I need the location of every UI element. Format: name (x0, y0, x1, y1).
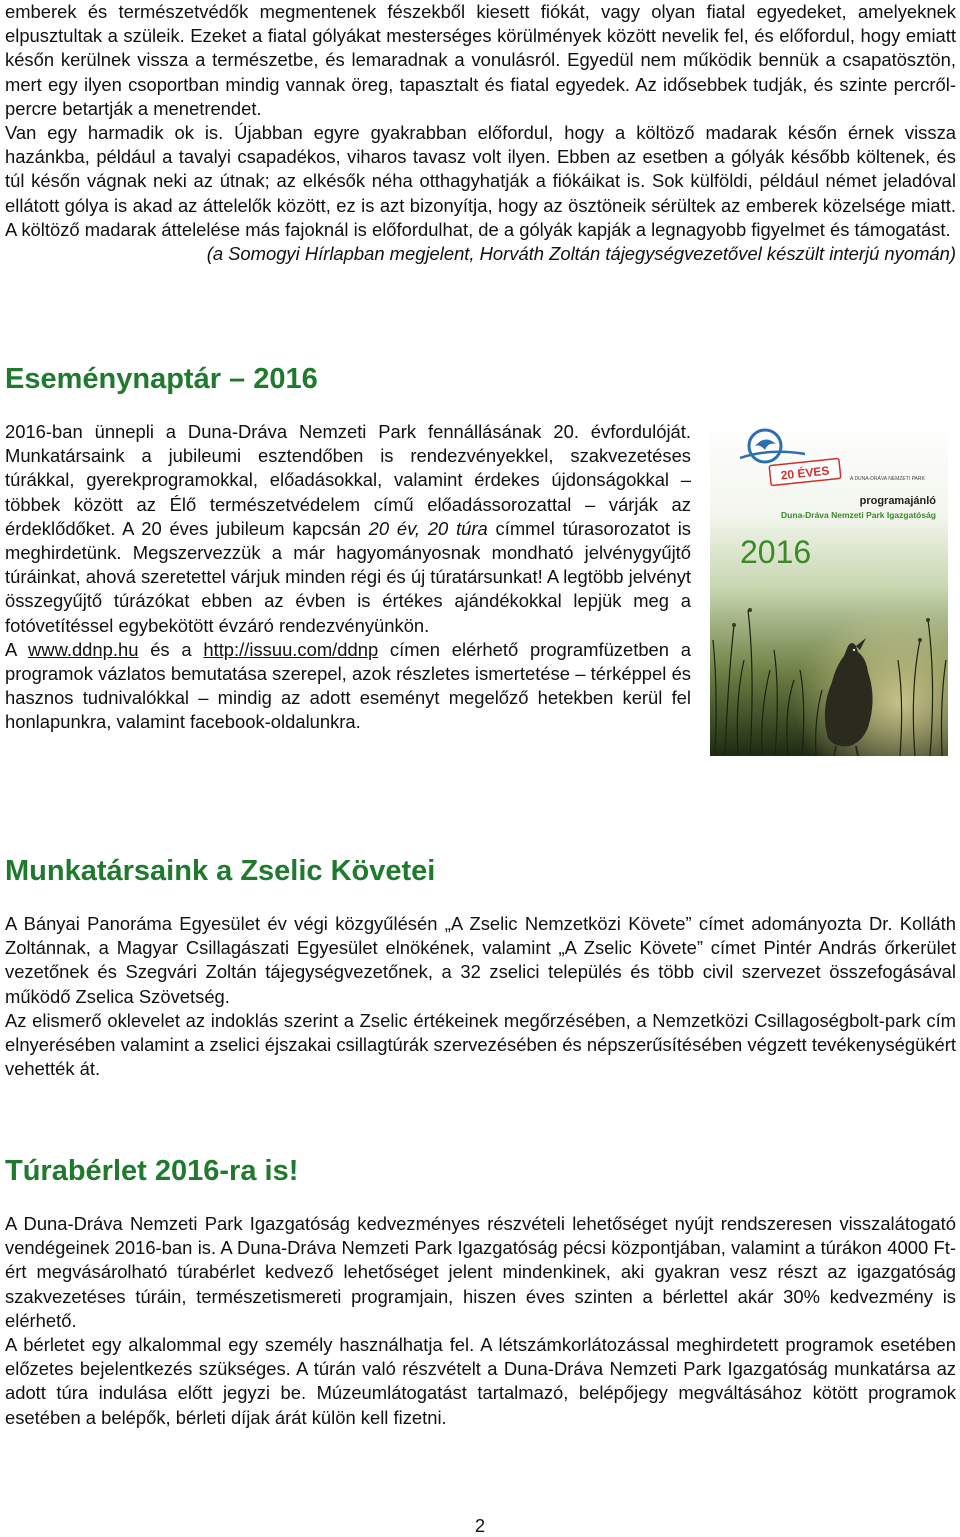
badge-small-text: A DUNA-DRÁVA NEMZETI PARK (850, 476, 925, 482)
intro-article (5, 0, 956, 266)
events-text-b: címmel túrasorozatot is meghirdetünk. Megszervezzük a már hagyományosnak mondható jelvénygyűjtő túráinkat, ahová szeretettel várjuk minden régi és új túratársunkat! A legtöbb jelvényt összegyűjtő túrázókat ebben az évben is értékes ajándékokkal lepjük meg a fotóvetítéssel egybekötött évzáró rendezvényünkön. (5, 517, 691, 636)
events-text-e: címen elérhető programfüzetben a programok vázlatos bemutatása szerepel, azok részletes ismertetése – térképpel és hasznos tudnivalókkal – mindig az adott eseményt megelőző hetekben kerül fel honlapunkra, valamint facebook-oldalunkra. (5, 638, 691, 733)
pass-heading: Túrabérlet 2016-ra is! (5, 1155, 299, 1187)
events-heading: Eseménynaptár – 2016 (5, 363, 318, 395)
cover-subtitle: programajánló (859, 495, 936, 507)
badge-top-text: 20 ÉVES (780, 463, 831, 483)
pass-paragraph-2: A bérletet egy alkalommal egy személy használhatja fel. A létszámkorlátozással meghirdetett programok esetében előzetes bejelentkezés szükséges. A túrán való részvételt a Duna-Dráva Nemzeti Park Igazgatóság munkatársa az adott túra indulása előtt jegyzi be. Múzeumlátogatást tartalmazó, belépőjegy megváltásához kötött programok esetében a belépők, bérleti díjak árát külön kell fizetni. (5, 1334, 956, 1428)
zselic-heading: Munkatársaink a Zselic Követei (5, 855, 436, 887)
article-credit: (a Somogyi Hírlapban megjelent, Horváth Zoltán tájegységvezetővel készült interjú nyomán) (206, 243, 956, 265)
zselic-paragraph-1: A Bányai Panoráma Egyesület év végi közgyűlésén „A Zselic Nemzetközi Követe” címet adományozta Dr. Kolláth Zoltánnak, a Magyar Csillagászati Egyesület elnökének, valamint „A Zselic Követe” címet Pintér András őrkerület vezetőnek és Szegvári Zoltán tájegységvezetőnek, a 32 zselici település és több civil szervezet összefogásával működő Zselica Szövetség. (5, 913, 956, 1007)
cover-year: 2016 (740, 534, 812, 570)
events-text-a: 2016-ban ünnepli a Duna-Dráva Nemzeti Park fennállásának 20. évfordulóját. Munkatársaink a jubileumi esztendőben is rendezvényekkel, szakvezetéses túrákkal, gyerekprogramokkal, előadásokkal, valamint érdekes újdonságokkal – többek között az Élő természetvédelem című előadássorozattal – várják az érdeklődőket. A 20 éves jubileum kapcsán (5, 421, 691, 539)
cover-illustration (710, 420, 948, 756)
program-booklet-cover (710, 420, 948, 756)
events-text-d: és a (138, 638, 204, 660)
events-body (5, 420, 691, 735)
issuu-link[interactable]: http://issuu.com/ddnp (203, 638, 379, 660)
page-number: 2 (474, 1515, 486, 1536)
pass-body (5, 1212, 956, 1430)
events-paragraph-1 (5, 420, 691, 638)
pass-paragraph-1: A Duna-Dráva Nemzeti Park Igazgatóság kedvezményes részvételi lehetőséget nyújt rendszeresen visszalátogató vendégeinek 2016-ban is. A Duna-Dráva Nemzeti Park Igazgatóság pécsi központjában, valamint a túrákon 4000 Ft-ért megvásárolható túrabérlet kedvező lehetőséget jelent mindenkinek, aki gyakran vesz részt az igazgatóság szakvezetéses túráin, természetismereti programjain, hiszen éves szinten a bérlettel akár 30% kedvezmény is elérhető. (5, 1213, 956, 1331)
events-paragraph-2 (5, 638, 691, 735)
events-text-c: A (5, 638, 29, 660)
zselic-paragraph-2: Az elismerő oklevelet az indoklás szerint a Zselic értékeinek megőrzésében, a Nemzetközi Csillagoségbolt-park cím elnyerésében valamint a zselici éjszakai csillagtúrák szervezésében és népszerűsítésében végzett tevékenységükért vehették át. (5, 1009, 956, 1080)
events-italic-title: 20 év, 20 túra (368, 517, 488, 539)
cover-org: Duna-Dráva Nemzeti Park Igazgatóság (781, 510, 936, 520)
intro-paragraph-2: Van egy harmadik ok is. Újabban egyre gyakrabban előfordul, hogy a költöző madarak későn érnek vissza hazánkba, például a tavalyi csapadékos, viharos tavasz volt ilyen. Ebben az esetben a gólyák később költenek, és túl későn vágnak neki az útnak; az elkésők néha otthagyhatják a fiókáikat is. Sok külföldi, például német jeladóval ellátott gólya is akad az áttelelők között, ez is azt bizonyítja, hogy az ösztöneik sérültek az emberek közelsége miatt. A költöző madarak áttelelése más fajoknál is előfordulhat, de a gólyák kapják a legnagyobb figyelmet és támogatást. (5, 122, 956, 240)
ddnp-website-link[interactable]: www.ddnp.hu (28, 638, 139, 660)
intro-paragraph-1: emberek és természetvédők megmentenek fészekből kiesett fiókát, vagy olyan fiatal egyedeket, amelyeknek elpusztultak a szüleik. Ezeket a fiatal gólyákat mesterséges körülmények között nevelik fel, és előfordul, hogy emiatt későn kerülnek vissza a természetbe, és lemaradnak a vonulásról. Egyedül nem működik bennük a csapatösztön, mert egy ilyen csoportban mindig vannak öreg, tapasztalt és fiatal egyedek. Az idősebbek tudják, és szinte percről-percre betartják a menetrendet. (5, 1, 956, 119)
zselic-body (5, 912, 956, 1081)
